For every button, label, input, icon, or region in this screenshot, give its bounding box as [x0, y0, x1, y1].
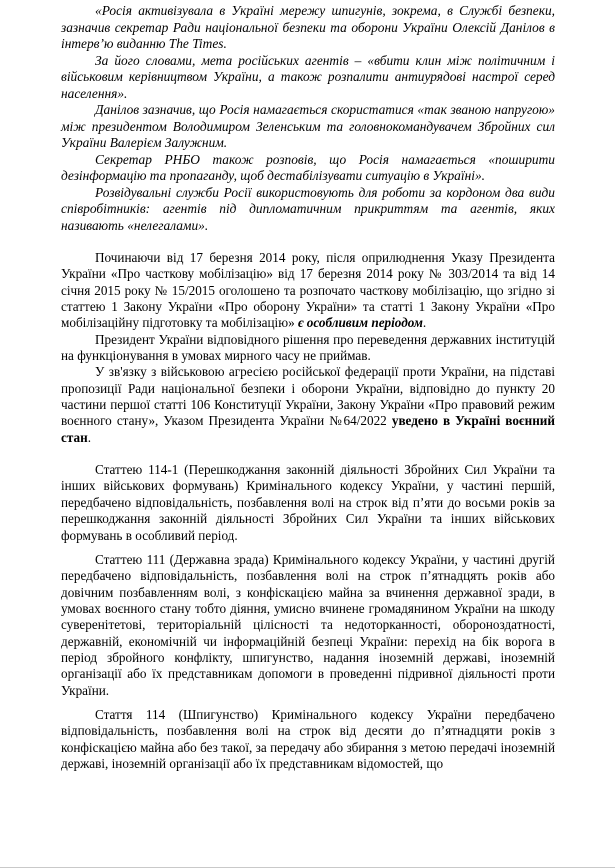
section-criminal-code — [61, 462, 555, 772]
paragraph-martial-law — [61, 364, 555, 446]
run-martial-law-text: У зв'язку з військовою агресією російської федерації проти України, на підставі пропозиції Ради національної безпеки і оборони України, відповідно до пункту 20 частини першої статті 106 Конституції України, Закону України «Про правовий режим воєнного стану», Указом Президента України №64/2022 — [61, 364, 555, 429]
run-martial-law-period: . — [87, 429, 91, 445]
section-news-quote — [61, 3, 555, 234]
paragraph-mobilization-decrees — [61, 250, 555, 332]
paragraph-article-114-1: Статтею 114-1 (Перешкоджання законній діяльності Збройних Сил України та інших військових формувань) Кримінального кодексу України, у частині першій, передбачено відповідальність, позбавлення волі на строк від п’яти до восьми років за перешкоджання законній діяльності Збройних Сил України та інших військових формувань в особливий період. — [61, 462, 555, 543]
paragraph-danilov-tension: Данілов зазначив, що Росія намагається скористатися «так званою напругою» між президентом Володимиром Зеленським та головнокомандувачем Збройних сил України Валерієм Залужним. — [61, 102, 555, 150]
paragraph-president-no-decision: Президент України відповідного рішення про переведення державних інституцій на функціонування в умовах мирного часу не приймав. — [61, 331, 555, 364]
paragraph-article-111: Статтею 111 (Державна зрада) Кримінального кодексу України, у частині другій передбачено відповідальність, позбавлення волі на строк п’ятнадцять років або довічним позбавленням волі, з конфіскацією майна за вчинення державної зради, в умовах воєнного стану тобто діяння, умисно вчинене громадянином України на шкоду суверенітетові, територіальній цілісності та недоторканності, обороноздатності, державній, економічній чи інформаційній безпеці України: перехід на бік ворога в період збройного конфлікту, шпигунство, надання іноземній державі, іноземній організації або їх представникам допомоги в проведенні підривної діяльності проти України. — [61, 551, 555, 698]
run-martial-law-emphasis: уведено в Україні воєнний стан — [61, 413, 556, 445]
paragraph-rnbo-disinfo: Секретар РНБО також розповів, що Росія намагається «поширити дезінформацію та пропаганду, щоб дестабілізувати ситуацію в Україні». — [61, 151, 555, 183]
run-special-period-emphasis: є особливим періодом — [297, 315, 423, 331]
paragraph-intelligence-services: Розвідувальні служби Росії використовують для роботи за кордоном два види співробітників: агентів під дипломатичним прикриттям та агентів, яких називають «нелегалами». — [61, 184, 555, 233]
section-gap-2 — [61, 446, 555, 462]
document-body — [61, 0, 555, 772]
run-mobilization-text: Починаючи від 17 березня 2014 року, після оприлюднення Указу Президента України «Про часткову мобілізацію» від 17 березня 2014 року № 303/2014 та від 14 січня 2015 року № 15/2015 оголошено та розпочато часткову мобілізацію, що згідно зі статтею 1 Закону України «Про оборону України» та статті 1 Закону України «Про мобілізаційну підготовку та мобілізацію» — [61, 250, 555, 331]
paragraph-spy-network: «Росія активізувала в Україні мережу шпигунів, зокрема, в Службі безпеки, зазначив секретар Ради національної безпеки та оборони України Олексій Данілов в інтерв’ю виданню The Times. — [61, 3, 555, 51]
paragraph-gap-2 — [61, 699, 555, 707]
paragraph-agents-goal: За його словами, мета російських агентів – «вбити клин між політичним і військовим керівництвом України, а також розпалити антиурядові настрої серед населення». — [61, 52, 555, 101]
paragraph-article-114: Стаття 114 (Шпигунство) Кримінального кодексу України передбачено відповідальність, позбавлення волі на строк від десяти до п’ятнадцяти років з конфіскацією майна або без такої, за передачу або збирання з метою передачі іноземній державі, іноземній організації або їх представникам відомостей, що — [61, 706, 555, 771]
run-mobilization-period: . — [422, 315, 427, 331]
section-gap-1 — [61, 234, 555, 250]
section-mobilization — [61, 250, 555, 446]
paragraph-gap-1 — [61, 544, 555, 552]
